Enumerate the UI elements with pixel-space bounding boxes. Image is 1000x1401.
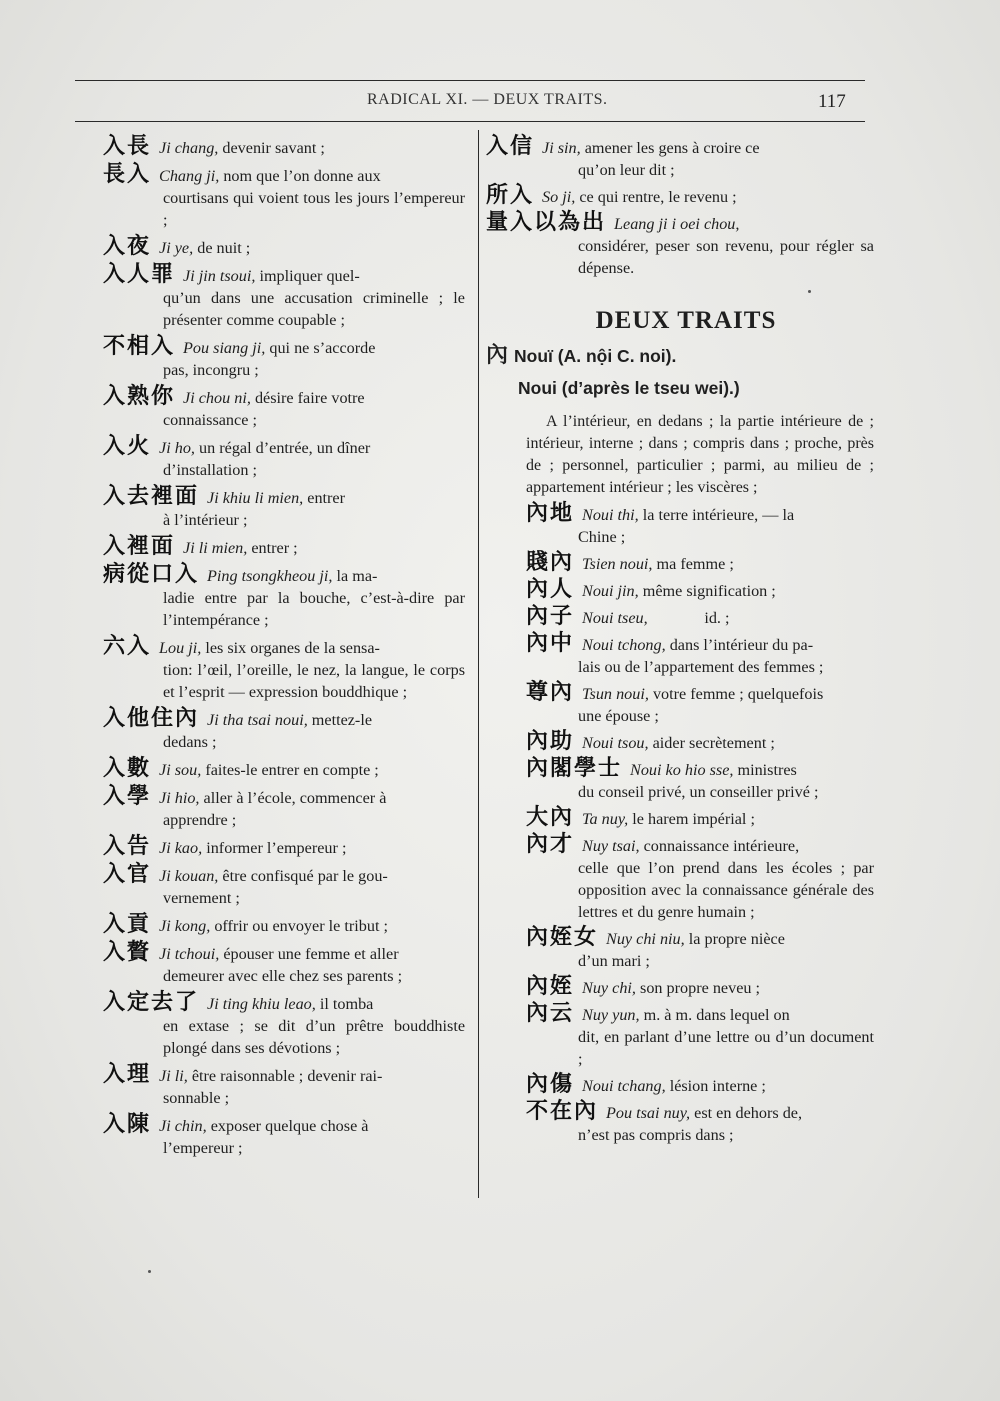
print-speck xyxy=(808,290,811,293)
entry-definition-start: de nuit ; xyxy=(193,239,251,257)
entry-definition-start: entrer xyxy=(303,489,346,507)
entry-chinese-characters: 內姪女 xyxy=(526,925,599,950)
entry-definition-start: id. ; xyxy=(647,609,730,627)
entry-definition-start: dans l’intérieur du pa- xyxy=(665,636,814,654)
section-title: DEUX TRAITS xyxy=(595,307,777,334)
entry-first-line xyxy=(103,636,465,659)
dictionary-entry xyxy=(103,236,465,259)
dictionary-entry xyxy=(103,1064,465,1109)
entry-definition-start: mettez-le xyxy=(307,711,373,729)
entry-chinese-characters: 內才 xyxy=(526,832,575,857)
entry-definition-start: le harem impérial ; xyxy=(628,810,755,828)
dictionary-entry xyxy=(486,1074,874,1097)
entry-definition-start: un régal d’entrée, un dîner xyxy=(194,439,371,457)
entry-first-line xyxy=(526,682,874,705)
entry-first-line xyxy=(103,336,465,359)
entry-romanization: Lou ji, xyxy=(159,639,202,657)
entry-definition-start: votre femme ; quelquefois xyxy=(648,685,824,703)
entry-first-line xyxy=(486,136,874,159)
entry-chinese-characters: 內中 xyxy=(526,631,575,656)
entry-romanization: Ji tchoui, xyxy=(159,945,220,963)
entry-chinese-characters: 內云 xyxy=(526,1001,575,1026)
entry-chinese-characters: 六入 xyxy=(103,634,152,659)
entry-definition-start: désire faire votre xyxy=(250,389,365,407)
entry-first-line xyxy=(526,606,874,629)
entry-first-line xyxy=(526,731,874,754)
dictionary-entry xyxy=(103,264,465,331)
entry-chinese-characters: 病從口入 xyxy=(103,562,200,587)
dictionary-entry xyxy=(486,185,874,208)
entry-first-line xyxy=(103,836,465,859)
entry-definition-start: offrir ou envoyer le tribut ; xyxy=(210,917,388,935)
header-rule xyxy=(75,121,865,122)
dictionary-entry xyxy=(486,503,874,548)
entry-romanization: Ji tha tsai noui, xyxy=(207,711,308,729)
dictionary-entry xyxy=(486,758,874,803)
entry-first-line xyxy=(103,1114,465,1137)
entry-definition-continuation: considérer, peser son revenu, pour régler sa dépense. xyxy=(578,237,874,277)
entry-first-line xyxy=(526,503,874,526)
headword-character: 內 xyxy=(486,343,509,368)
entry-chinese-characters: 賤內 xyxy=(526,550,575,575)
entry-definition-continuation: apprendre ; xyxy=(163,811,237,829)
entry-first-line xyxy=(526,927,874,950)
entry-first-line xyxy=(103,386,465,409)
entry-first-line xyxy=(103,236,465,259)
entry-chinese-characters: 不相入 xyxy=(103,334,176,359)
dictionary-entry xyxy=(103,564,465,631)
entry-romanization: Ji kao, xyxy=(159,839,203,857)
entry-definition-start: même signification ; xyxy=(638,582,776,600)
entry-definition-start: qui ne s’accorde xyxy=(265,339,376,357)
entry-chinese-characters: 入贅 xyxy=(103,940,152,965)
entry-chinese-characters: 入陳 xyxy=(103,1112,152,1137)
entry-definition-start: la ma- xyxy=(332,567,378,585)
entry-definition-continuation: d’installation ; xyxy=(163,461,257,479)
entry-definition-start: épouser une femme et aller xyxy=(219,945,399,963)
entry-chinese-characters: 入裡面 xyxy=(103,534,176,559)
dictionary-entry xyxy=(103,636,465,703)
entry-definition-continuation: qu’un dans une accusation criminelle ; le présenter comme coupable ; xyxy=(163,289,465,329)
dictionary-entry xyxy=(486,1101,874,1146)
entry-definition-continuation: dit, en parlant d’une lettre ou d’un document ; xyxy=(578,1028,874,1068)
entry-romanization: Ji kong, xyxy=(159,917,211,935)
right-column-top-entries xyxy=(486,136,874,279)
entry-definition-continuation: Chine ; xyxy=(578,528,626,546)
dictionary-entry xyxy=(103,992,465,1059)
entry-first-line xyxy=(103,864,465,887)
entry-romanization: Ji khiu li mien, xyxy=(207,489,304,507)
entry-definition-start: la propre nièce xyxy=(684,930,785,948)
entry-romanization: Ta nuy, xyxy=(582,810,629,828)
entry-definition-continuation: n’est pas compris dans ; xyxy=(578,1126,734,1144)
entry-definition-start: m. à m. dans lequel on xyxy=(639,1006,790,1024)
entry-definition-continuation: lais ou de l’appartement des femmes ; xyxy=(578,658,824,676)
entry-chinese-characters: 大內 xyxy=(526,805,575,830)
entry-romanization: Ji ho, xyxy=(159,439,195,457)
entry-first-line xyxy=(103,436,465,459)
entry-romanization: Leang ji i oei chou, xyxy=(614,215,740,233)
right-column-entries xyxy=(486,503,874,1146)
entry-definition-continuation: connaissance ; xyxy=(163,411,257,429)
dictionary-entry xyxy=(486,633,874,678)
entry-chinese-characters: 入學 xyxy=(103,784,152,809)
page-number: 117 xyxy=(818,91,846,112)
entry-first-line xyxy=(103,536,465,559)
entry-chinese-characters: 入火 xyxy=(103,434,152,459)
entry-first-line xyxy=(103,1064,465,1087)
entry-romanization: Ji ye, xyxy=(159,239,194,257)
entry-first-line xyxy=(526,976,874,999)
entry-first-line xyxy=(103,264,465,287)
entry-chinese-characters: 入理 xyxy=(103,1062,152,1087)
entry-definition-continuation: ladie entre par la bouche, c’est-à-dire par l’intempérance ; xyxy=(163,589,465,629)
entry-chinese-characters: 入告 xyxy=(103,834,152,859)
entry-romanization: Nuy chi, xyxy=(582,979,636,997)
entry-romanization: Nuy tsai, xyxy=(582,837,640,855)
entry-romanization: Chang ji, xyxy=(159,167,220,185)
dictionary-entry xyxy=(486,1003,874,1070)
entry-chinese-characters: 入數 xyxy=(103,756,152,781)
entry-chinese-characters: 入熟你 xyxy=(103,384,176,409)
entry-romanization: Noui thi, xyxy=(582,506,639,524)
dictionary-entry xyxy=(486,579,874,602)
dictionary-entry xyxy=(486,136,874,181)
dictionary-entry xyxy=(103,786,465,831)
entry-romanization: Tsien noui, xyxy=(582,555,653,573)
entry-first-line xyxy=(103,564,465,587)
dictionary-entry xyxy=(486,552,874,575)
entry-romanization: Noui tseu, xyxy=(582,609,648,627)
print-speck xyxy=(148,1270,151,1273)
entry-definition-start: exposer quelque chose à xyxy=(206,1117,369,1135)
entry-chinese-characters: 入長 xyxy=(103,134,152,159)
entry-first-line xyxy=(103,708,465,731)
entry-definition-start: ma femme ; xyxy=(652,555,734,573)
entry-first-line xyxy=(486,212,874,235)
entry-definition-start: ministres xyxy=(733,761,797,779)
entry-definition-start: la terre intérieure, — la xyxy=(638,506,795,524)
entry-romanization: Noui tsou, xyxy=(582,734,649,752)
entry-first-line xyxy=(526,1101,874,1124)
entry-romanization: Ji chang, xyxy=(159,139,219,157)
top-rule xyxy=(75,80,865,81)
headword-definition: A l’intérieur, en dedans ; la partie intérieure de ; intérieur, interne ; dans ; compris dans ; proche, près de ; personnel, particulier ; parmi, au milieu de ; appartement intérieur ; les viscères ; xyxy=(526,413,874,496)
entry-first-line xyxy=(103,786,465,809)
right-column xyxy=(486,136,874,1150)
entry-definition-start: aider secrètement ; xyxy=(648,734,775,752)
entry-first-line xyxy=(103,992,465,1015)
dictionary-entry xyxy=(103,386,465,431)
entry-chinese-characters: 尊內 xyxy=(526,680,575,705)
dictionary-entry xyxy=(486,731,874,754)
entry-first-line xyxy=(526,834,874,857)
dictionary-entry xyxy=(103,864,465,909)
entry-definition-start: être confisqué par le gou- xyxy=(218,867,388,885)
entry-romanization: Ji chou ni, xyxy=(183,389,251,407)
entry-chinese-characters: 內子 xyxy=(526,604,575,629)
entry-romanization: Ji jin tsoui, xyxy=(183,267,256,285)
entry-definition-continuation: vernement ; xyxy=(163,889,240,907)
entry-definition-start: nom que l’on donne aux xyxy=(219,167,381,185)
entry-chinese-characters: 內助 xyxy=(526,729,575,754)
entry-definition-continuation: l’empereur ; xyxy=(163,1139,243,1157)
entry-first-line xyxy=(526,1003,874,1026)
entry-chinese-characters: 入貢 xyxy=(103,912,152,937)
dictionary-entry xyxy=(486,682,874,727)
entry-definition-continuation: courtisans qui voient tous les jours l’empereur ; xyxy=(163,189,465,229)
entry-chinese-characters: 內閣學士 xyxy=(526,756,623,781)
entry-romanization: Nuy yun, xyxy=(582,1006,640,1024)
entry-first-line xyxy=(526,807,874,830)
entry-chinese-characters: 入去裡面 xyxy=(103,484,200,509)
entry-definition-start: amener les gens à croire ce xyxy=(580,139,760,157)
entry-romanization: Ji ting khiu leao, xyxy=(207,995,316,1013)
entry-definition-start: aller à l’école, commencer à xyxy=(199,789,387,807)
entry-chinese-characters: 入官 xyxy=(103,862,152,887)
dictionary-entry xyxy=(103,436,465,481)
dictionary-entry xyxy=(103,336,465,381)
entry-first-line xyxy=(103,486,465,509)
entry-definition-continuation: sonnable ; xyxy=(163,1089,230,1107)
entry-definition-continuation: qu’on leur dit ; xyxy=(578,161,675,179)
entry-romanization: Pou siang ji, xyxy=(183,339,266,357)
dictionary-entry xyxy=(486,976,874,999)
entry-chinese-characters: 內地 xyxy=(526,501,575,526)
dictionary-entry xyxy=(103,836,465,859)
dictionary-entry xyxy=(103,136,465,159)
headword-pronunciation: Nouï (A. nội C. noi). xyxy=(514,346,677,366)
entry-chinese-characters: 不在內 xyxy=(526,1099,599,1124)
entry-romanization: Ji sin, xyxy=(542,139,581,157)
entry-chinese-characters: 量入以為出 xyxy=(486,210,607,235)
entry-definition-continuation: du conseil privé, un conseiller privé ; xyxy=(578,783,819,801)
dictionary-entry xyxy=(103,536,465,559)
entry-first-line xyxy=(103,914,465,937)
entry-definition-start: son propre neveu ; xyxy=(635,979,761,997)
entry-romanization: Ping tsongkheou ji, xyxy=(207,567,333,585)
entry-romanization: Noui jin, xyxy=(582,582,639,600)
entry-romanization: Ji chin, xyxy=(159,1117,207,1135)
entry-romanization: Noui tchong, xyxy=(582,636,666,654)
entry-chinese-characters: 入定去了 xyxy=(103,990,200,1015)
entry-first-line xyxy=(486,185,874,208)
entry-definition-continuation: demeurer avec elle chez ses parents ; xyxy=(163,967,403,985)
entry-definition-start: connaissance intérieure, xyxy=(639,837,800,855)
entry-romanization: Ji kouan, xyxy=(159,867,219,885)
entry-chinese-characters: 內傷 xyxy=(526,1072,575,1097)
entry-romanization: Ji li, xyxy=(159,1067,188,1085)
entry-definition-start: les six organes de la sensa- xyxy=(201,639,380,657)
entry-definition-start: devenir savant ; xyxy=(218,139,325,157)
entry-first-line xyxy=(526,1074,874,1097)
entry-definition-start: est en dehors de, xyxy=(690,1104,803,1122)
entry-romanization: So ji, xyxy=(542,188,576,206)
entry-definition-start: ce qui rentre, le revenu ; xyxy=(575,188,737,206)
headword-note: Noui (d’après le tseu wei).) xyxy=(518,378,740,398)
entry-romanization: Noui tchang, xyxy=(582,1077,666,1095)
entry-definition-start: impliquer quel- xyxy=(255,267,360,285)
entry-romanization: Noui ko hio sse, xyxy=(630,761,734,779)
entry-chinese-characters: 內人 xyxy=(526,577,575,602)
entry-romanization: Ji hio, xyxy=(159,789,200,807)
dictionary-entry xyxy=(486,834,874,923)
entry-romanization: Ji sou, xyxy=(159,761,202,779)
entry-definition-continuation: dedans ; xyxy=(163,733,217,751)
entry-definition-start: il tomba xyxy=(315,995,374,1013)
entry-first-line xyxy=(526,579,874,602)
entry-definition-continuation: à l’intérieur ; xyxy=(163,511,248,529)
entry-definition-continuation: d’un mari ; xyxy=(578,952,650,970)
entry-first-line xyxy=(526,758,874,781)
dictionary-entry xyxy=(103,914,465,937)
entry-first-line xyxy=(526,633,874,656)
entry-definition-start: entrer ; xyxy=(247,539,298,557)
entry-first-line xyxy=(103,942,465,965)
entry-chinese-characters: 入他住內 xyxy=(103,706,200,731)
entry-definition-continuation: une épouse ; xyxy=(578,707,659,725)
dictionary-entry xyxy=(103,942,465,987)
dictionary-entry xyxy=(103,486,465,531)
entry-first-line xyxy=(103,758,465,781)
dictionary-entry xyxy=(486,212,874,279)
entry-definition-start: lésion interne ; xyxy=(665,1077,766,1095)
dictionary-entry xyxy=(486,807,874,830)
dictionary-entry xyxy=(486,606,874,629)
entry-first-line xyxy=(103,164,465,187)
entry-definition-start: faites-le entrer en compte ; xyxy=(201,761,379,779)
entry-romanization: Ji li mien, xyxy=(183,539,248,557)
left-column xyxy=(103,136,465,1164)
entry-definition-start: être raisonnable ; devenir rai- xyxy=(187,1067,383,1085)
entry-definition-continuation: tion: l’œil, l’oreille, le nez, la langue, le corps et l’esprit — expression bouddhique ; xyxy=(163,661,465,701)
entry-romanization: Tsun noui, xyxy=(582,685,649,703)
entry-chinese-characters: 長入 xyxy=(103,162,152,187)
entry-definition-continuation: celle que l’on prend dans les écoles ; par opposition avec la connaissance générale des lettres et du genre humain ; xyxy=(578,859,874,921)
dictionary-entry xyxy=(103,164,465,231)
dictionary-entry xyxy=(103,758,465,781)
entry-romanization: Pou tsai nuy, xyxy=(606,1104,691,1122)
entry-chinese-characters: 入信 xyxy=(486,134,535,159)
dictionary-entry xyxy=(486,927,874,972)
entry-romanization: Nuy chi niu, xyxy=(606,930,685,948)
entry-first-line xyxy=(526,552,874,575)
entry-first-line xyxy=(103,136,465,159)
entry-chinese-characters: 內姪 xyxy=(526,974,575,999)
running-head: RADICAL XI. — DEUX TRAITS. xyxy=(367,91,608,108)
entry-definition-continuation: pas, incongru ; xyxy=(163,361,259,379)
dictionary-entry xyxy=(103,1114,465,1159)
entry-definition-continuation: en extase ; se dit d’un prêtre bouddhiste plongé dans ses dévotions ; xyxy=(163,1017,465,1057)
dictionary-entry xyxy=(103,708,465,753)
entry-definition-start: informer l’empereur ; xyxy=(202,839,347,857)
column-divider xyxy=(478,130,479,1198)
entry-chinese-characters: 入夜 xyxy=(103,234,152,259)
entry-chinese-characters: 入人罪 xyxy=(103,262,176,287)
entry-chinese-characters: 所入 xyxy=(486,183,535,208)
headword xyxy=(486,343,874,369)
